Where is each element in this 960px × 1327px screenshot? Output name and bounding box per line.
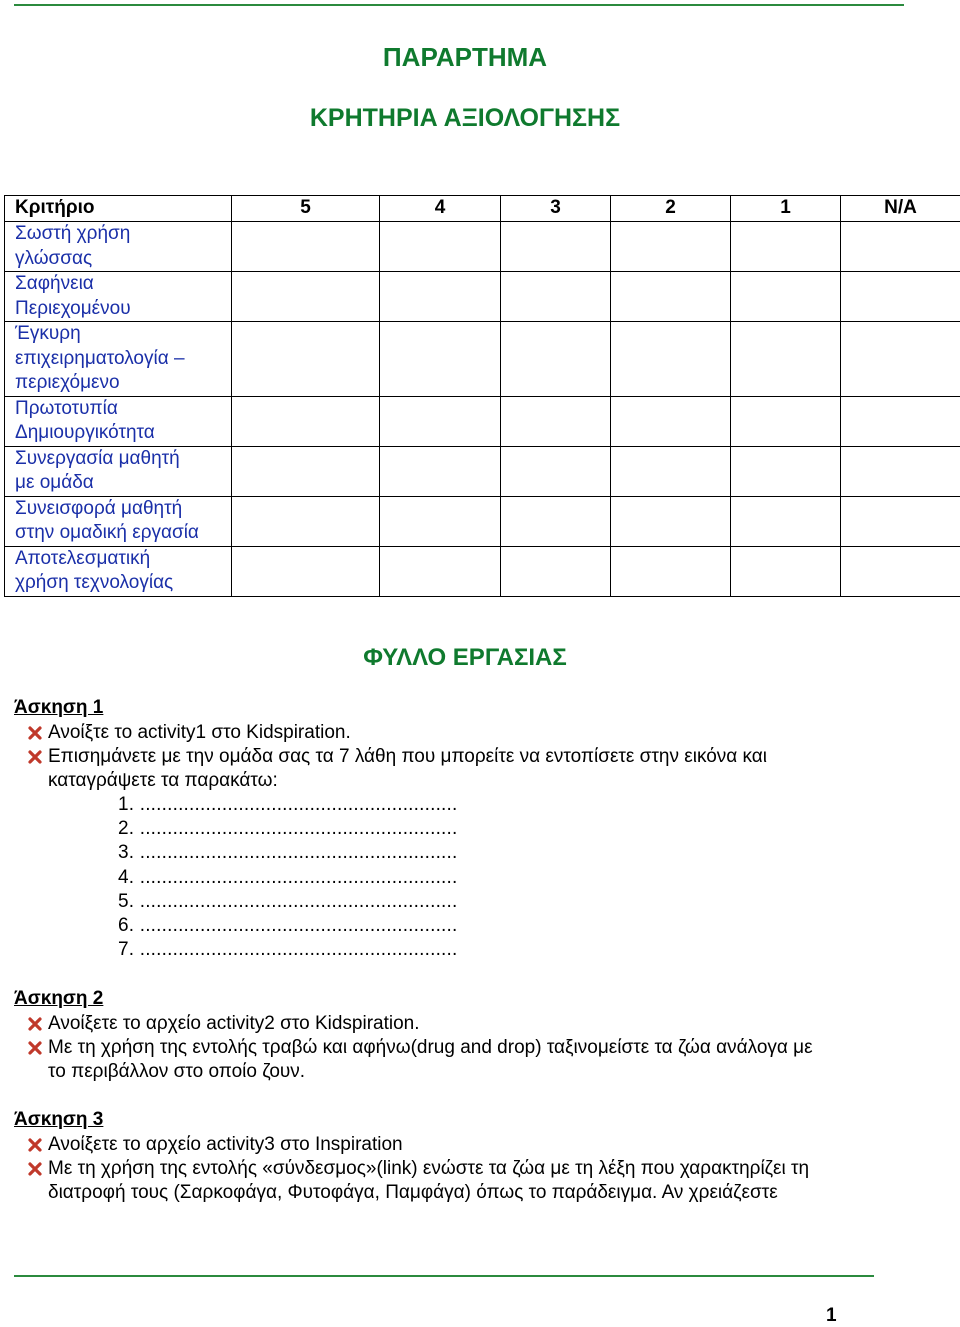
bottom-rule	[14, 1275, 874, 1277]
cross-bullet-icon	[28, 1041, 42, 1055]
score-cell[interactable]	[501, 222, 611, 272]
criterion-line: περιεχόμενο	[15, 372, 120, 393]
exercise-1	[14, 696, 103, 720]
score-cell[interactable]	[731, 222, 841, 272]
table-row	[5, 396, 960, 446]
score-cell[interactable]	[380, 322, 501, 397]
score-cell[interactable]	[611, 322, 731, 397]
criterion-line: Σωστή χρήση	[15, 223, 130, 244]
score-cell[interactable]	[501, 546, 611, 596]
header-2: 2	[611, 196, 731, 222]
criterion-cell	[5, 446, 232, 496]
score-cell[interactable]	[841, 272, 960, 322]
score-cell[interactable]	[611, 446, 731, 496]
answer-line-1[interactable]: 1. ..........................................................	[118, 794, 458, 816]
score-cell[interactable]	[232, 272, 380, 322]
criterion-line: γλώσσας	[15, 248, 92, 269]
header-3: 3	[501, 196, 611, 222]
score-cell[interactable]	[380, 222, 501, 272]
score-cell[interactable]	[841, 222, 960, 272]
criterion-line: με ομάδα	[15, 472, 94, 493]
score-cell[interactable]	[501, 396, 611, 446]
answer-line-7[interactable]: 7. ..........................................................	[118, 939, 458, 961]
exercise-1-title: Άσκηση 1	[14, 697, 103, 718]
page-title: ΠΑΡΑΡΤΗΜΑ	[0, 42, 930, 73]
score-cell[interactable]	[232, 496, 380, 546]
criterion-line: Συνεισφορά μαθητή	[15, 498, 182, 519]
criterion-line: Έγκυρη	[15, 323, 81, 344]
header-5: 5	[232, 196, 380, 222]
criterion-cell	[5, 272, 232, 322]
table-row	[5, 272, 960, 322]
score-cell[interactable]	[841, 446, 960, 496]
criterion-line: Σαφήνεια	[15, 273, 94, 294]
criterion-cell	[5, 496, 232, 546]
cross-bullet-icon	[28, 1162, 42, 1176]
table-row	[5, 446, 960, 496]
list-item-text: Ανοίξετε το αρχείο activity3 στο Inspiration	[48, 1133, 403, 1157]
list-item-text: καταγράψετε τα παρακάτω:	[48, 769, 278, 793]
score-cell[interactable]	[380, 496, 501, 546]
criterion-line: Περιεχομένου	[15, 298, 131, 319]
criteria-table	[4, 195, 960, 597]
header-criterion: Κριτήριο	[5, 196, 232, 222]
score-cell[interactable]	[380, 446, 501, 496]
criterion-cell	[5, 222, 232, 272]
cross-bullet-icon	[28, 1017, 42, 1031]
score-cell[interactable]	[731, 272, 841, 322]
list-item-text: Με τη χρήση της εντολής «σύνδεσμος»(link) ενώστε τα ζώα με τη λέξη που χαρακτηρίζει τη	[48, 1157, 809, 1181]
score-cell[interactable]	[841, 546, 960, 596]
score-cell[interactable]	[380, 546, 501, 596]
score-cell[interactable]	[731, 496, 841, 546]
score-cell[interactable]	[501, 446, 611, 496]
criterion-line: Πρωτοτυπία	[15, 398, 118, 419]
list-item-text: Με τη χρήση της εντολής τραβώ και αφήνω(drug and drop) ταξινομείστε τα ζώα ανάλογα με	[48, 1036, 813, 1060]
answer-line-3[interactable]: 3. ..........................................................	[118, 842, 458, 864]
table-row	[5, 222, 960, 272]
criterion-cell	[5, 396, 232, 446]
list-item-text: Ανοίξετε το αρχείο activity2 στο Kidspiration.	[48, 1012, 420, 1036]
cross-bullet-icon	[28, 726, 42, 740]
score-cell[interactable]	[232, 322, 380, 397]
score-cell[interactable]	[731, 446, 841, 496]
exercise-3	[14, 1108, 103, 1132]
score-cell[interactable]	[232, 222, 380, 272]
table-row	[5, 322, 960, 397]
table-row	[5, 546, 960, 596]
score-cell[interactable]	[611, 222, 731, 272]
score-cell[interactable]	[731, 396, 841, 446]
score-cell[interactable]	[611, 272, 731, 322]
header-na: N/A	[841, 196, 960, 222]
cross-bullet-icon	[28, 750, 42, 764]
answer-line-6[interactable]: 6. ..........................................................	[118, 915, 458, 937]
score-cell[interactable]	[380, 396, 501, 446]
score-cell[interactable]	[501, 322, 611, 397]
page-number: 1	[826, 1305, 837, 1327]
table-header-row	[5, 196, 960, 222]
header-1: 1	[731, 196, 841, 222]
answer-line-4[interactable]: 4. ..........................................................	[118, 867, 458, 889]
list-item-text: Ανοίξτε το activity1 στο Kidspiration.	[48, 721, 351, 745]
exercise-2-title: Άσκηση 2	[14, 988, 103, 1009]
score-cell[interactable]	[841, 496, 960, 546]
criterion-line: χρήση τεχνολογίας	[15, 572, 173, 593]
score-cell[interactable]	[841, 322, 960, 397]
list-item-text: Επισημάνετε με την ομάδα σας τα 7 λάθη που μπορείτε να εντοπίσετε στην εικόνα και	[48, 745, 767, 769]
score-cell[interactable]	[731, 546, 841, 596]
criterion-cell	[5, 322, 232, 397]
score-cell[interactable]	[611, 396, 731, 446]
score-cell[interactable]	[232, 546, 380, 596]
score-cell[interactable]	[611, 546, 731, 596]
score-cell[interactable]	[501, 496, 611, 546]
list-item-text: το περιβάλλον στο οποίο ζουν.	[48, 1060, 305, 1084]
criterion-line: στην ομαδική εργασία	[15, 522, 199, 543]
criterion-line: Αποτελεσματική	[15, 548, 150, 569]
score-cell[interactable]	[501, 272, 611, 322]
table-row	[5, 496, 960, 546]
list-item-text: διατροφή τους (Σαρκοφάγα, Φυτοφάγα, Παμφάγα) όπως το παράδειγμα. Αν χρειάζεστε	[48, 1181, 778, 1205]
worksheet-title: ΦΥΛΛΟ ΕΡΓΑΣΙΑΣ	[0, 644, 930, 672]
exercise-2	[14, 987, 103, 1011]
answer-line-5[interactable]: 5. ..........................................................	[118, 891, 458, 913]
score-cell[interactable]	[611, 496, 731, 546]
criterion-line: Συνεργασία μαθητή	[15, 448, 180, 469]
exercise-3-title: Άσκηση 3	[14, 1109, 103, 1130]
criterion-line: Δημιουργικότητα	[15, 422, 155, 443]
cross-bullet-icon	[28, 1138, 42, 1152]
criterion-cell	[5, 546, 232, 596]
score-cell[interactable]	[380, 272, 501, 322]
page-subtitle: ΚΡΗΤΗΡΙΑ ΑΞΙΟΛΟΓΗΣΗΣ	[0, 104, 930, 133]
header-4: 4	[380, 196, 501, 222]
answer-line-2[interactable]: 2. ..........................................................	[118, 818, 458, 840]
score-cell[interactable]	[841, 396, 960, 446]
score-cell[interactable]	[232, 446, 380, 496]
score-cell[interactable]	[731, 322, 841, 397]
criterion-line: επιχειρηματολογία –	[15, 348, 185, 369]
top-rule	[14, 4, 904, 6]
score-cell[interactable]	[232, 396, 380, 446]
